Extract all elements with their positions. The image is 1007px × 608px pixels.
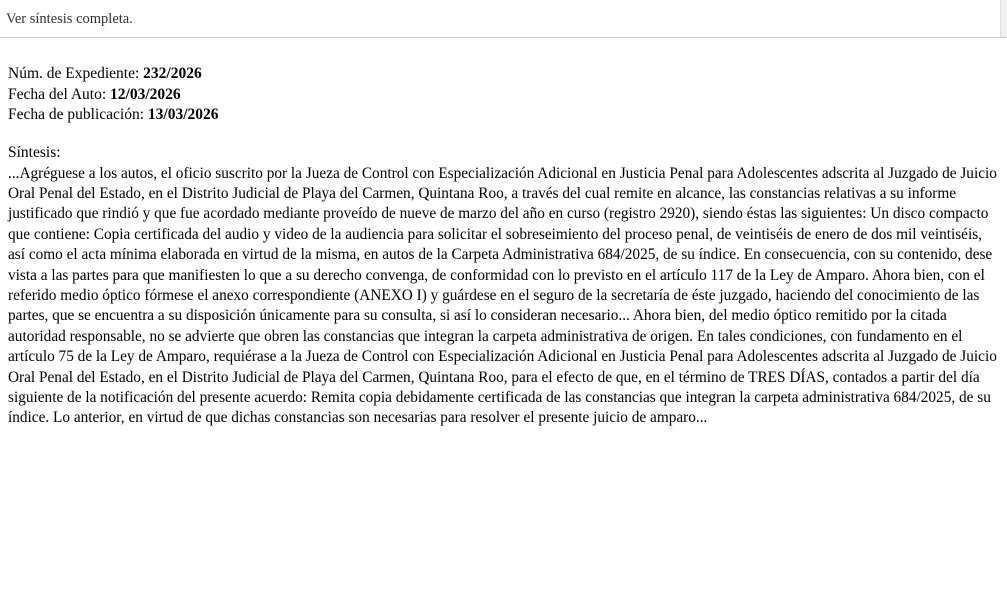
synthesis-body: [8, 164, 1001, 429]
expediente-row: [8, 64, 1001, 85]
fecha-publicacion-value: 13/03/2026: [147, 106, 219, 123]
fecha-auto-row: [8, 85, 1001, 106]
fecha-auto-value: 12/03/2026: [110, 85, 181, 103]
fecha-auto-label: Fecha del Auto:: [8, 85, 107, 103]
synthesis-text: ...Agréguese a los autos, el oficio suscrito por la Jueza de Control con Especialización Adicional en Justicia Penal para Adolescentes adscrita al Juzgado de Juicio Oral Penal del Estado, en el Distrito Judicial de Playa del Carmen, Quintana Roo, a través del cual remite en alcance, las constancias relativas a su informe justificado que rindió y que fue acordado mediante proveído de nueve de marzo del año en curso (registro 2920), siendo éstas las siguientes: Un disco compacto que contiene: Copia certificada del audio y video de la audiencia para solicitar el sobreseimiento del proceso penal, de veintiséis de enero de dos mil veintiséis, así como el acta mínima elaborada en virtud de la misma, en autos de la Carpeta Administrativa 684/2025, de su índice. En consecuencia, con su contenido, dese vista a las partes para que manifiesten lo que a su derecho convenga, de conformidad con lo previsto en el artículo 117 de la Ley de Amparo. Ahora bien, con el referido medio óptico fórmese el anexo correspondiente (ANEXO I) y guárdese en el seguro de la secretaría de éste juzgado, haciendo del conocimiento de las partes, que se encuentra a su disposición únicamente para su consulta, si así lo consideran necesario... Ahora bien, del medio óptico remitido por la citada autoridad responsable, no se advierte que obren las constancias que integran la carpeta administrativa de origen. En tales condiciones, con fundamento en el artículo 75 de la Ley de Amparo, requiérase a la Jueza de Control con Especialización Adicional en Justicia Penal para Adolescentes adscrita al Juzgado de Juicio Oral Penal del Estado, en el Distrito Judicial de Playa del Carmen, Quintana Roo, para el efecto de que, en el término de TRES DÍAS, contados a partir del día siguiente de la notificación del presente acuerdo: Remita copia debidamente certificada de las constancias que integran la carpeta administrativa 684/2025, de su índice. Lo anterior, en virtud de que dichas constancias son necesarias para resolver el presente juicio de amparo...: [8, 164, 997, 427]
document-content: [0, 38, 1007, 429]
toolbar: [0, 0, 1007, 38]
fecha-publicacion-row: [8, 105, 1001, 126]
synthesis-label: Síntesis:: [8, 143, 61, 161]
record-metadata: [8, 64, 1001, 126]
expediente-label: Núm. de Expediente:: [8, 65, 140, 82]
expediente-value: 232/2026: [143, 65, 202, 82]
scrollbar-track[interactable]: [1000, 0, 1007, 37]
view-full-synthesis-link[interactable]: Ver síntesis completa.: [6, 11, 133, 27]
fecha-publicacion-label: Fecha de publicación:: [8, 106, 145, 123]
